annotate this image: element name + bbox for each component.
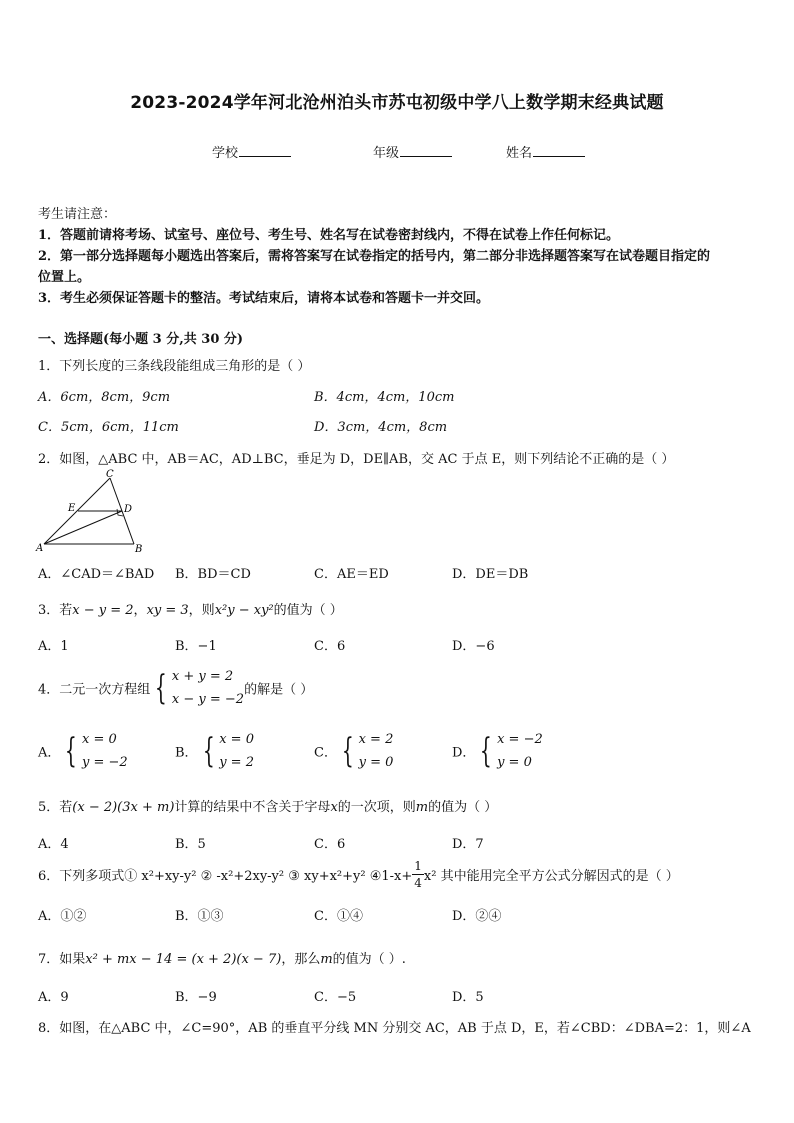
q6-option-d: D．②④ (452, 909, 502, 924)
question-5-stem: 5．若(x − 2)(3x + m)计算的结果中不含关于字母x的一次项，则m的值为（ ） (38, 800, 498, 815)
q3-option-b: B．−1 (175, 639, 217, 654)
notice-item: 3．考生必须保证答题卡的整洁。考试结束后，请将本试卷和答题卡一并交回。 (38, 291, 490, 306)
q5-option-c: C．6 (314, 837, 346, 852)
page-title: 2023-2024学年河北沧州泊头市苏屯初级中学八上数学期末经典试题 (130, 93, 664, 113)
q6-option-b: B．①③ (175, 909, 224, 924)
label-d: D (124, 504, 133, 515)
triangle-figure (34, 466, 149, 556)
question-8-stem: 8．如图，在△ABC 中，∠C=90°，AB 的垂直平分线 MN 分别交 AC，AB 于点 D，E，若∠CBD：∠DBA=2：1，则∠A (38, 1021, 751, 1036)
q2-option-d: D．DE＝DB (452, 567, 529, 582)
question-3-stem: 3．若x − y = 2，xy = 3，则x²y − xy²的值为（ ） (38, 603, 343, 618)
question-6-stem: 6．下列多项式① x²+xy-y² ② -x²+2xy-y² ③ xy+x²+y² ④1-x+ $\frac{1}{4}$ x² 其中能用完全平方公式分解因式的是（ ） (38, 859, 679, 890)
q7-option-a: A．9 (38, 990, 69, 1005)
q4-option-c: C． { x = 2 y = 0 (314, 731, 394, 771)
q2-option-a: A．∠CAD＝∠BAD (38, 567, 155, 582)
q7-option-c: C．−5 (314, 990, 357, 1005)
name-field: 姓名 (506, 142, 585, 161)
q1-option-c: C．5cm，6cm，11cm (38, 420, 179, 435)
q5-option-d: D．7 (452, 837, 484, 852)
notice-item: 位置上。 (38, 270, 91, 285)
question-4-stem: 4．二元一次方程组 { x + y = 2 x − y = −2 的解是（ ） (38, 668, 314, 708)
q3-option-d: D．−6 (452, 639, 495, 654)
q4-option-d: D． { x = −2 y = 0 (452, 731, 543, 771)
label-e: E (68, 503, 76, 514)
q4-option-b: B． { x = 0 y = 2 (175, 731, 254, 771)
q6-option-c: C．①④ (314, 909, 363, 924)
q5-option-a: A．4 (38, 837, 69, 852)
notice-item: 1．答题前请将考场、试室号、座位号、考生号、姓名写在试卷密封线内，不得在试卷上作任何标记。 (38, 228, 620, 243)
q2-option-b: B．BD＝CD (175, 567, 251, 582)
q3-option-c: C．6 (314, 639, 346, 654)
label-c: C (106, 469, 114, 480)
q5-option-b: B．5 (175, 837, 206, 852)
q7-option-b: B．−9 (175, 990, 217, 1005)
question-2-stem: 2．如图，△ABC 中，AB＝AC，AD⊥BC，垂足为 D，DE∥AB，交 AC 于点 E，则下列结论不正确的是（ ） (38, 452, 675, 467)
q1-option-a: A．6cm，8cm，9cm (38, 390, 171, 405)
q1-option-b: B．4cm，4cm，10cm (314, 390, 455, 405)
notice-item: 2．第一部分选择题每小题选出答案后，需将答案写在试卷指定的括号内，第二部分非选择题答案写在试卷题目指定的 (38, 249, 711, 264)
q3-option-a: A．1 (38, 639, 69, 654)
question-1-stem: 1．下列长度的三条线段能组成三角形的是（ ） (38, 359, 311, 374)
notice-heading: 考生请注意： (38, 207, 117, 222)
label-a: A (36, 543, 44, 554)
q2-option-c: C．AE＝ED (314, 567, 389, 582)
q7-option-d: D．5 (452, 990, 484, 1005)
question-7-stem: 7．如果x² + mx − 14 = (x + 2)(x − 7)，那么m的值为（ ）. (38, 952, 406, 967)
section-heading: 一、选择题(每小题 3 分,共 30 分) (38, 332, 244, 347)
q4-option-a: A． { x = 0 y = −2 (38, 731, 128, 771)
q1-option-d: D．3cm，4cm，8cm (314, 420, 448, 435)
grade-field: 年级 (373, 142, 452, 161)
school-field: 学校 (212, 142, 291, 161)
label-b: B (135, 544, 143, 555)
q6-option-a: A．①② (38, 909, 87, 924)
